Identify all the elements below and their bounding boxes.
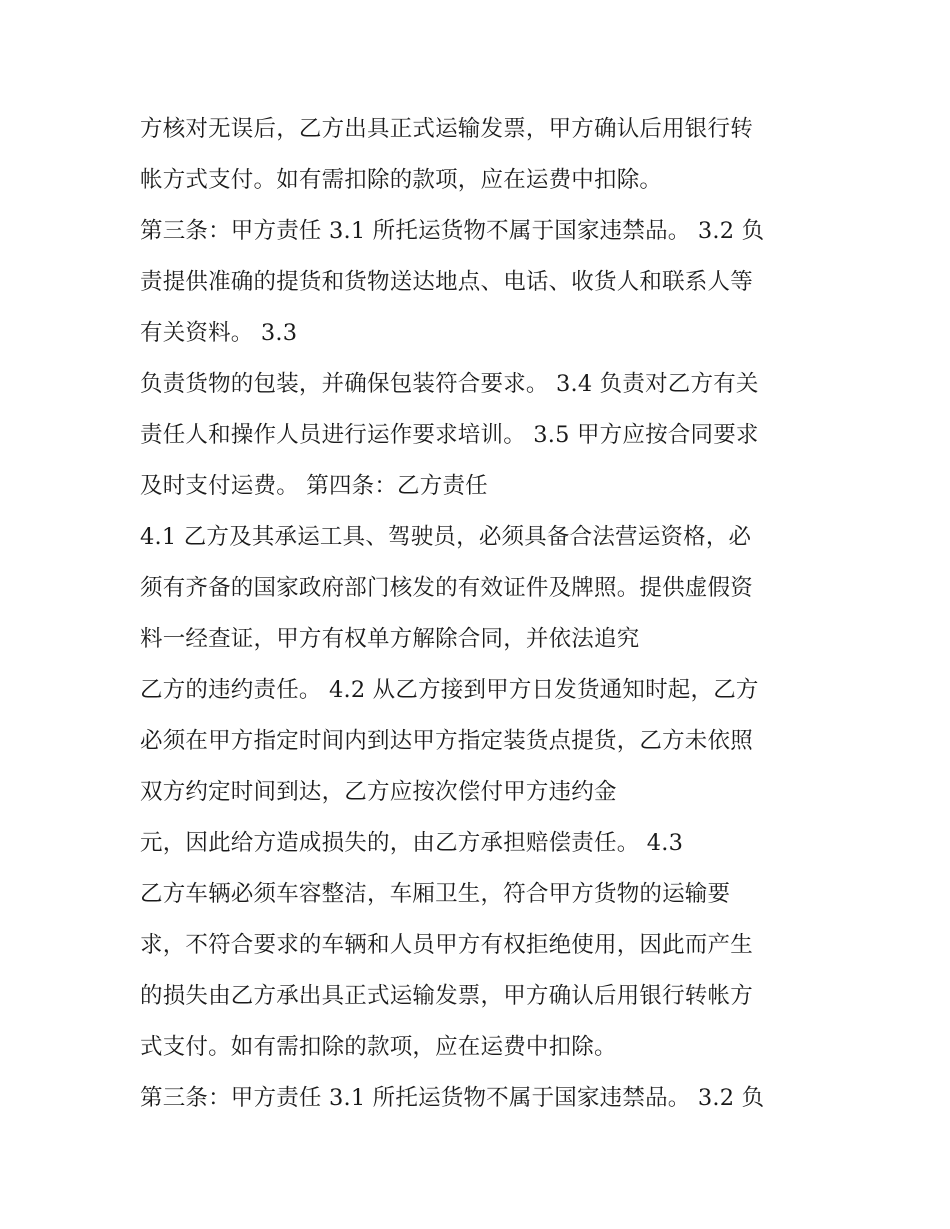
text-line: 乙方车辆必须车容整洁，车厢卫生，符合甲方货物的运输要 — [140, 881, 731, 907]
text-line: 4.1 乙方及其承运工具、驾驶员，必须具备合法营运资格，必 — [140, 524, 752, 550]
text-line: 负责货物的包装，并确保包装符合要求。 3.4 负责对乙方有关 — [140, 371, 759, 397]
text-line: 须有齐备的国家政府部门核发的有效证件及牌照。提供虚假资 — [140, 575, 753, 601]
text-line: 必须在甲方指定时间内到达甲方指定装货点提货，乙方未依照 — [140, 728, 753, 754]
text-line: 式支付。如有需扣除的款项，应在运费中扣除。 — [140, 1034, 617, 1060]
text-line: 料一经查证，甲方有权单方解除合同，并依法追究 — [140, 626, 640, 652]
text-line: 方核对无误后，乙方出具正式运输发票，甲方确认后用银行转 — [140, 116, 753, 142]
text-line: 第三条：甲方责任 3.1 所托运货物不属于国家违禁品。 3.2 负 — [140, 1085, 765, 1111]
document-body — [140, 104, 820, 1124]
text-line: 的损失由乙方承出具正式运输发票，甲方确认后用银行转帐方 — [140, 983, 753, 1009]
text-line: 求，不符合要求的车辆和人员甲方有权拒绝使用，因此而产生 — [140, 932, 753, 958]
text-line: 元，因此给方造成损失的，由乙方承担赔偿责任。 4.3 — [140, 830, 684, 856]
text-line: 责提供准确的提货和货物送达地点、电话、收货人和联系人等 — [140, 269, 753, 295]
text-line: 有关资料。 3.3 — [140, 320, 298, 346]
text-line: 双方约定时间到达，乙方应按次偿付甲方违约金 — [140, 779, 617, 805]
text-line: 帐方式支付。如有需扣除的款项，应在运费中扣除。 — [140, 167, 663, 193]
text-line: 第三条：甲方责任 3.1 所托运货物不属于国家违禁品。 3.2 负 — [140, 218, 765, 244]
text-line: 乙方的违约责任。 4.2 从乙方接到甲方日发货通知时起，乙方 — [140, 677, 759, 703]
text-line: 责任人和操作人员进行运作要求培训。 3.5 甲方应按合同要求 — [140, 422, 759, 448]
text-line: 及时支付运费。 第四条：乙方责任 — [140, 473, 488, 499]
